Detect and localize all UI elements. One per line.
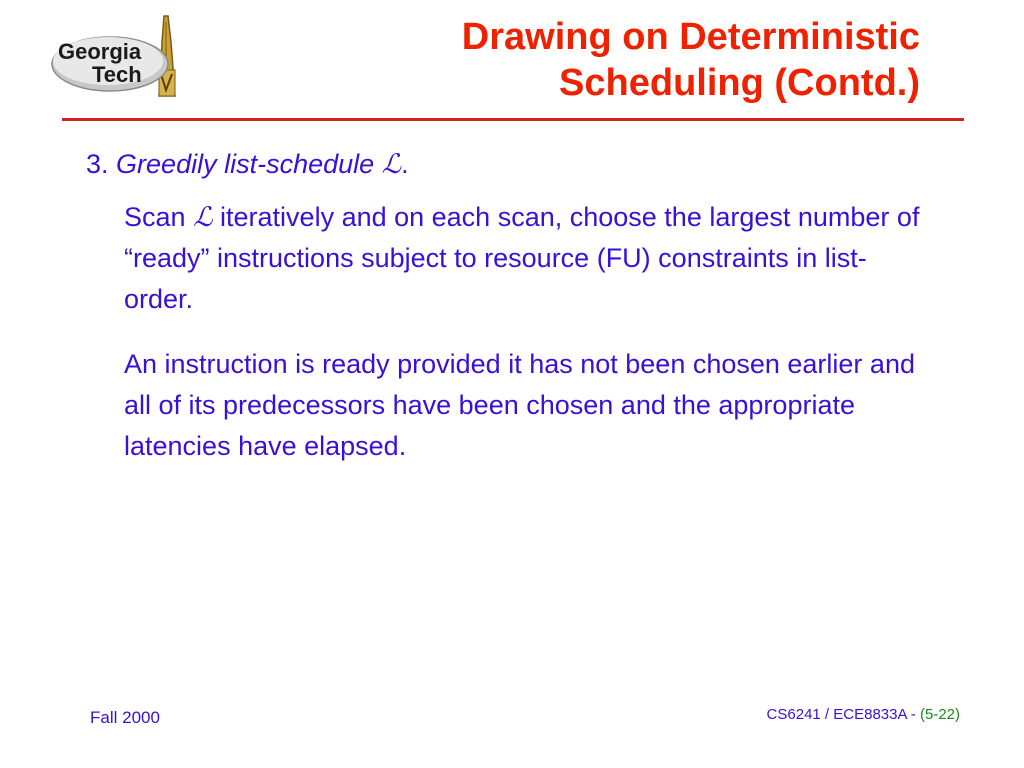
title-line-1: Drawing on Deterministic <box>461 16 920 58</box>
logo-text-tech: Tech <box>92 62 142 87</box>
footer-date: Fall 2000 <box>90 708 160 727</box>
list-item-number: 3. <box>86 149 109 179</box>
list-item-title: Greedily list-schedule <box>116 149 375 179</box>
paragraph-scan-rest: iteratively and on each scan, choose the largest number of “ready” instructions subject to resource (FU) constraints in list-order. <box>124 202 920 314</box>
list-symbol: ℒ <box>381 149 402 180</box>
paragraph-scan-symbol: ℒ <box>193 202 213 233</box>
paragraph-scan <box>124 197 924 320</box>
footer-course-page <box>767 706 960 723</box>
list-item-heading <box>86 144 946 185</box>
logo-text-georgia: Georgia <box>58 39 142 64</box>
footer-course: CS6241 / ECE8833A - <box>766 706 916 723</box>
paragraph-scan-start: Scan <box>124 202 186 232</box>
georgia-tech-logo <box>48 12 188 98</box>
slide-title <box>280 14 920 106</box>
list-item-period: . <box>401 149 409 179</box>
title-line-2: Scheduling (Contd.) <box>559 62 920 104</box>
title-divider <box>62 118 964 121</box>
slide-body <box>86 144 946 467</box>
paragraph-ready: An instruction is ready provided it has not been chosen earlier and all of its predecessors have been chosen and the appropriate latencies have elapsed. <box>124 349 915 461</box>
footer-page-number: (5-22) <box>919 706 960 723</box>
